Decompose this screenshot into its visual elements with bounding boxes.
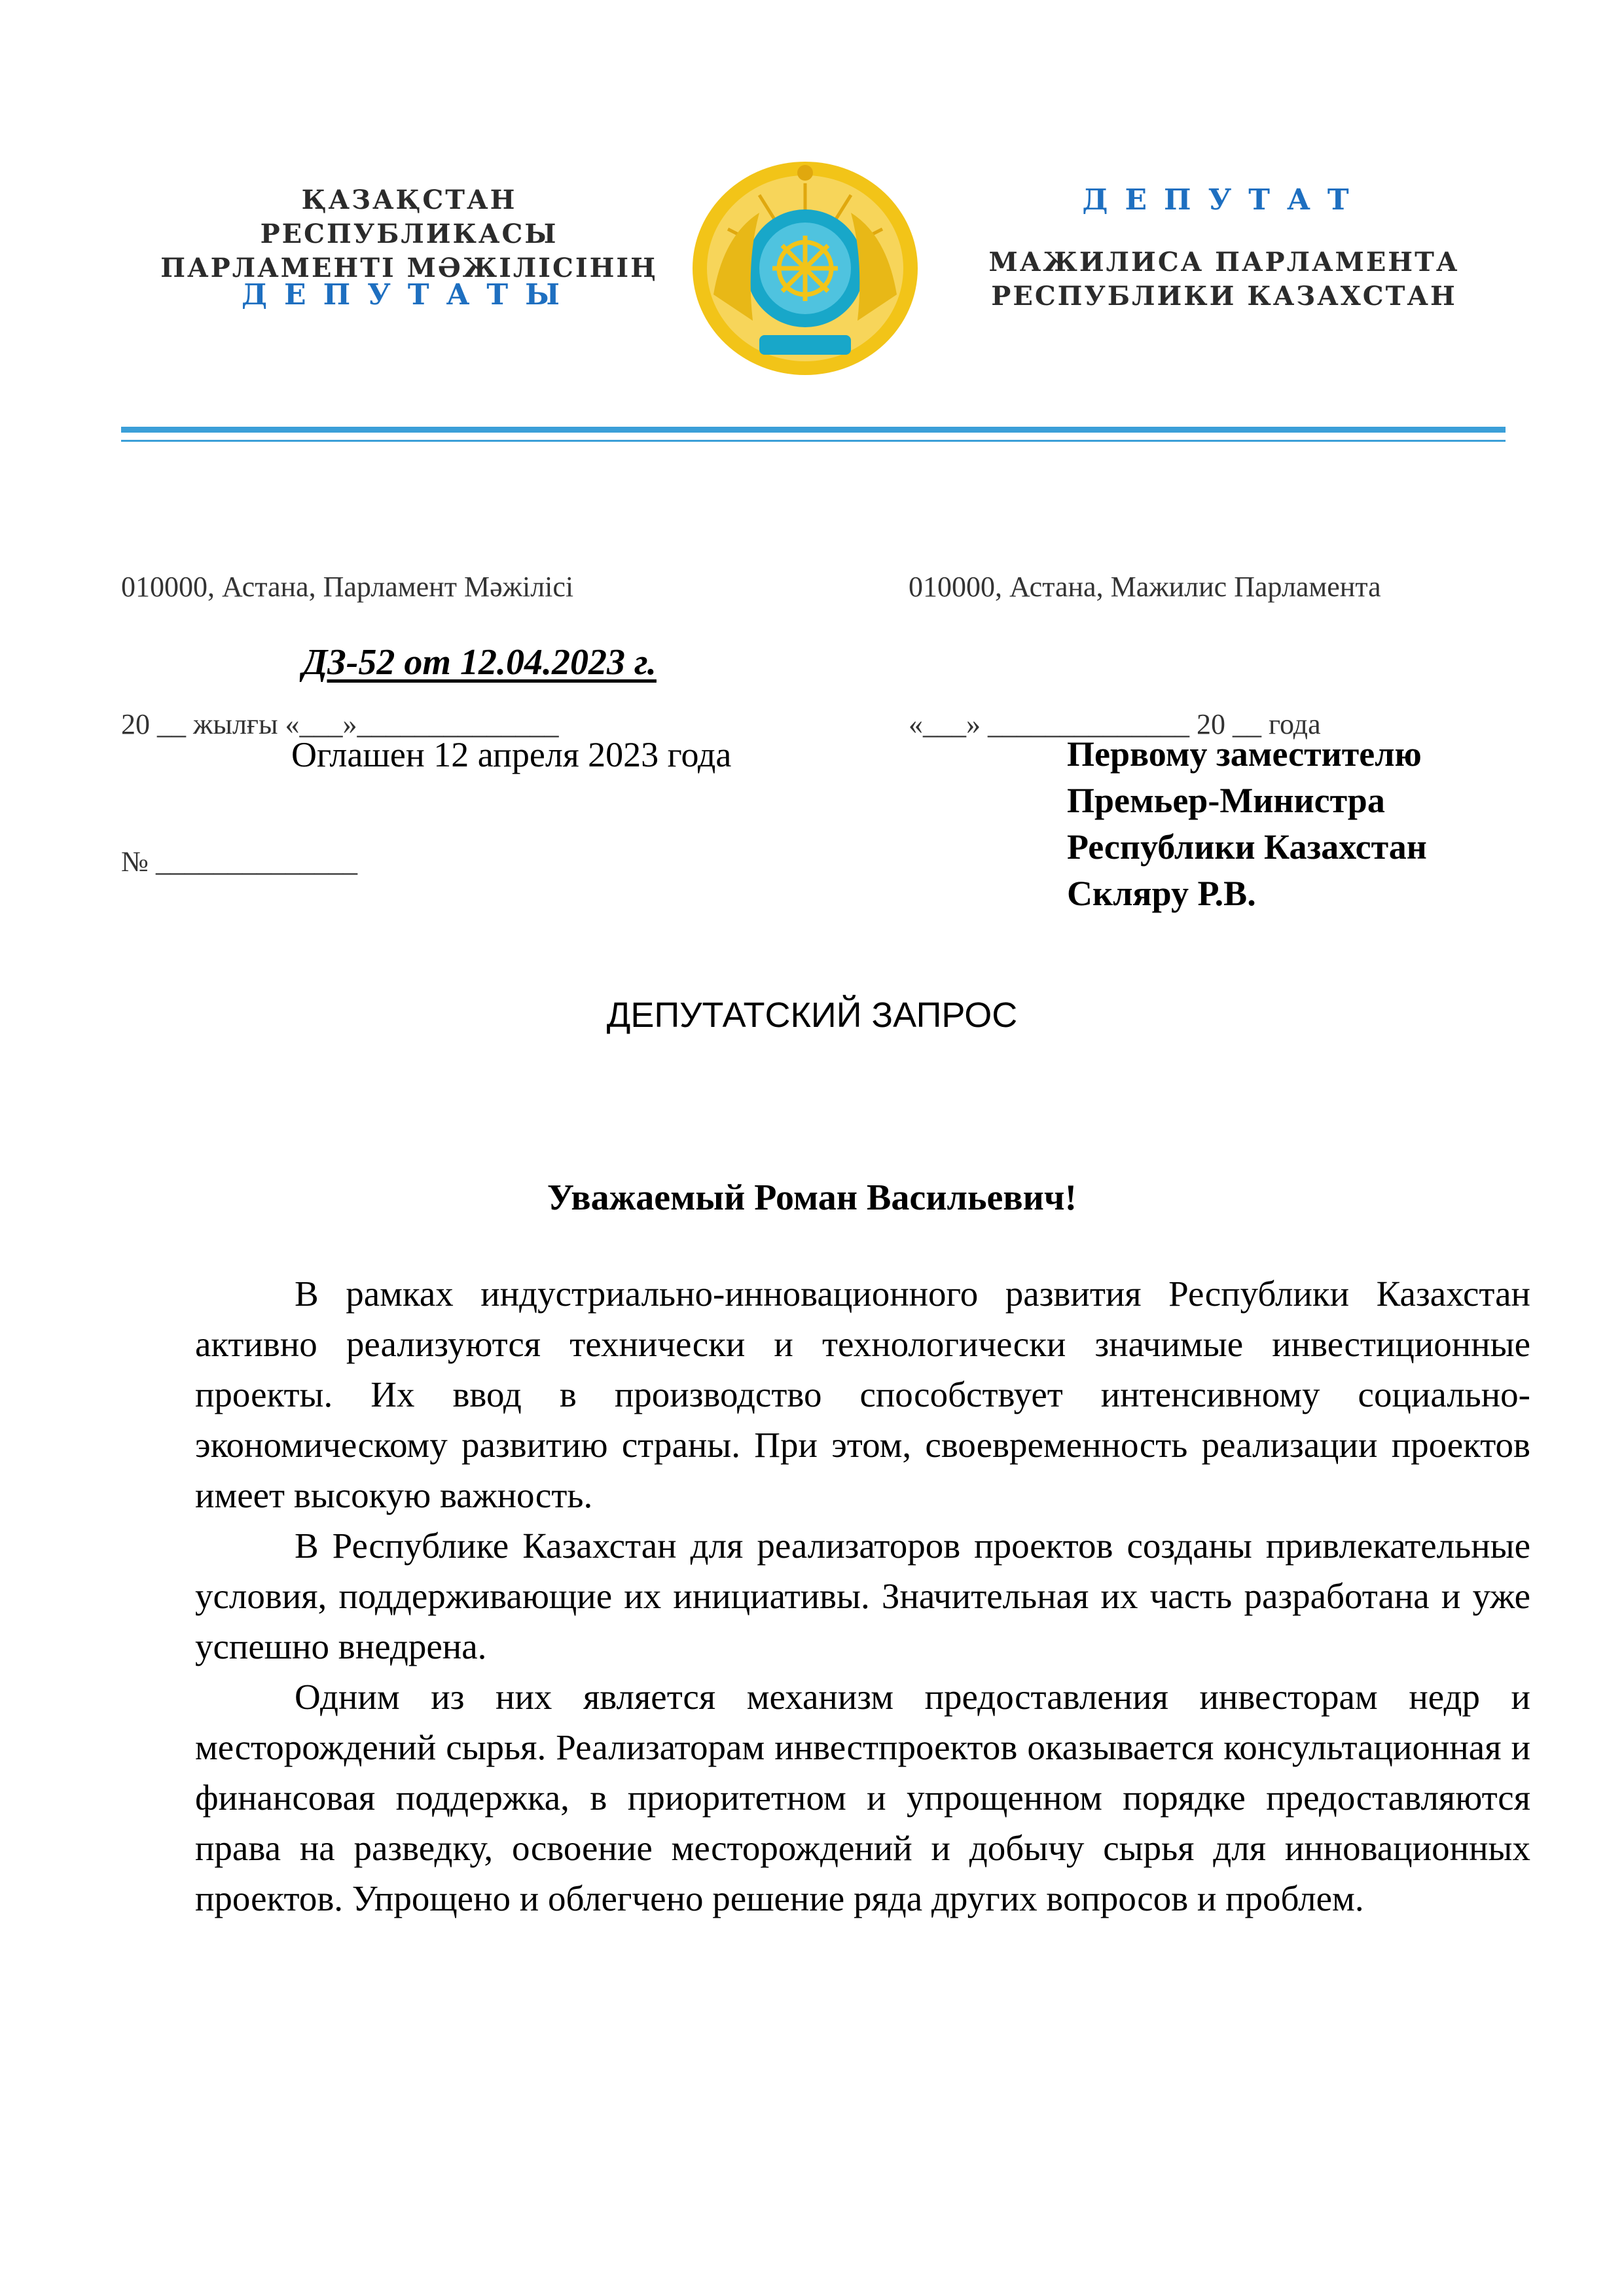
recipient-block: [1067, 731, 1564, 917]
registration-number: ДЗ-52 от 12.04.2023 г.: [302, 642, 657, 683]
recipient-line-4: Скляру Р.В.: [1067, 874, 1256, 913]
emblem-ribbon: [759, 335, 851, 355]
announced-date: Оглашен 12 апреля 2023 года: [291, 735, 732, 774]
paragraph-2: В Республике Казахстан для реализаторов проектов созданы привлекательные условия, поддерживающие их инициативы. Значительная их часть разработана и уже успешно внедрена.: [195, 1526, 1530, 1666]
address-kz-line-2: 20 __ жылғы «___»______________: [121, 708, 559, 740]
address-kazakh: [121, 473, 573, 931]
recipient-line-1: Первому заместителю: [1067, 734, 1422, 774]
paragraph-3: Одним из них является механизм предоставления инвесторам недр и месторождений сырья. Реализаторам инвестпроектов оказывается консультационная и финансовая поддержка, в приоритетном и упрощенном порядке предоставляются права на разведку, освоение месторождений и добычу сырья для инновационных проектов. Упрощено и облегчено решение ряда других вопросов и проблем.: [195, 1677, 1530, 1918]
header-ru-deputy: ДЕПУТАТ: [1082, 183, 1366, 217]
document-title: ДЕПУТАТСКИЙ ЗАПРОС: [606, 996, 1018, 1035]
header-ru-line-1: МАЖИЛИСА ПАРЛАМЕНТА: [988, 247, 1460, 278]
header-kz-line-1: ҚАЗАҚСТАН РЕСПУБЛИКАСЫ: [260, 185, 558, 249]
emblem-shanyrak: [772, 236, 838, 301]
header-rule-thick: [121, 427, 1506, 433]
header-russian: [975, 245, 1473, 314]
recipient-line-3: Республики Казахстан: [1067, 827, 1427, 867]
address-ru-line-1: 010000, Астана, Мажилис Парламента: [909, 571, 1381, 603]
header-kz-line-2: ПАРЛАМЕНТІ МӘЖІЛІСІНІҢ: [160, 253, 658, 283]
address-kz-line-1: 010000, Астана, Парламент Мәжілісі: [121, 571, 574, 603]
header-kz-deputy: ДЕПУТАТЫ: [241, 278, 577, 312]
header-kazakh: [160, 183, 658, 285]
state-emblem-icon: [687, 157, 923, 380]
recipient-line-2: Премьер-Министра: [1067, 781, 1385, 820]
address-kz-line-3: № ______________: [121, 846, 357, 878]
greeting: Уважаемый Роман Васильевич!: [547, 1177, 1077, 1218]
header-rule-thin: [121, 440, 1506, 442]
paragraph-1: В рамках индустриально-инновационного развития Республики Казахстан активно реализуются технически и технологически значимые инвестиционные проекты. Их ввод в производство способствует интенсивному социально-экономическому развитию страны. При этом, своевременность реализации проектов имеет высокую важность.: [195, 1274, 1530, 1515]
emblem-star: [797, 165, 813, 181]
address-ru-line-2: «___» ______________ 20 __ года: [909, 708, 1321, 740]
body-text: [195, 1268, 1530, 1924]
header-ru-line-2: РЕСПУБЛИКИ КАЗАХСТАН: [991, 281, 1457, 312]
